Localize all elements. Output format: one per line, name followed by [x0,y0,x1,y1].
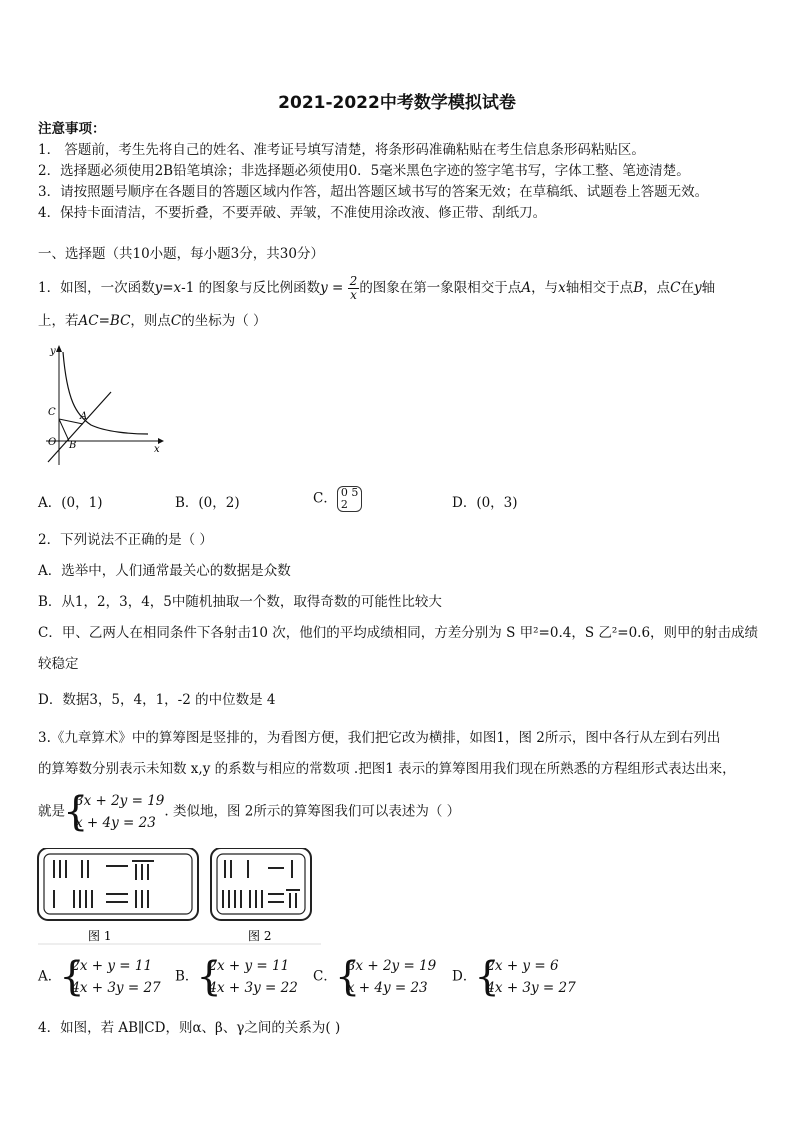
q2-option-c-continued: 较稳定 [38,656,79,672]
question-3-line-2: 的算筹数分别表示未知数 x,y 的系数与相应的常数项 .把图1 表示的算筹图用我们现在所熟悉的方程组形式表达出来， [38,761,736,777]
page-title: 2021-2022中考数学模拟试卷 [278,93,516,113]
notice-item-3: 3．请按照题号顺序在各题目的答题区域内作答，超出答题区域书写的答案无效；在草稿纸、试题卷上答题无效。 [38,184,709,200]
notice-heading: 注意事项： [38,121,106,137]
linear-function-line [48,392,111,462]
figure-2-caption: 图 2 [248,929,272,943]
question-3-line-3: 就是 { 3x + 2y = 19 x + 4y = 23 . 类似地，图 2所示的算筹图我们可以表述为（ ） [38,790,460,834]
q1-option-b[interactable]: B．(0，2) [175,495,240,511]
question-1-line-2: 上，若AC=BC，则点C的坐标为（ ） [38,313,267,329]
question-3-line-1: 3.《九章算术》中的算筹图是竖排的，为看图方便，我们把它改为横排，如图1，图 2所示，图中各行从左到右列出 [38,730,721,746]
figure-1-rods [54,860,154,908]
figure-2-rods [223,860,300,908]
q2-option-c[interactable]: C．甲、乙两人在相同条件下各射击10 次，他们的平均成绩相同，方差分别为 S 甲²=0.4，S 乙²=0.6，则甲的射击成绩 [38,625,759,641]
q1-option-d[interactable]: D．(0，3) [452,495,518,511]
q2-option-d[interactable]: D．数据3，5，4，1，-2 的中位数是 4 [38,692,276,708]
y-axis-label: y [50,346,56,357]
figure-2-frame [211,848,311,920]
point-b-label: B [69,440,77,451]
q3-option-b[interactable]: B． { 2x + y = 11 4x + 3y = 22 [175,955,298,999]
q3-option-a[interactable]: A． { 2x + y = 11 4x + 3y = 27 [38,955,161,999]
function-graph [36,340,166,470]
notice-item-4: 4．保持卡面清洁，不要折叠，不要弄破、弄皱，不准使用涂改液、修正带、刮纸刀。 [38,205,547,221]
point-c-label: C [48,407,56,418]
q1-option-a[interactable]: A．(0，1) [38,495,103,511]
question-1-line-1: 1．如图，一次函数y=x-1 的图象与反比例函数y = $\frac{2}{x}$ 的图象在第一象限相交于点A，与x轴相交于点B，点C在y轴 [38,274,716,302]
notice-item-1: 1． 答题前，考生先将自己的姓名、准考证号填写清楚，将条形码准确粘贴在考生信息条形码粘贴区。 [38,142,645,158]
point-a-label: A [80,411,88,422]
equation-system: { 3x + 2y = 19 x + 4y = 23 [65,790,164,834]
x-axis-label: x [154,444,160,455]
fraction-2-over-x: $\frac{2}{x}$ [349,274,358,302]
q2-option-b[interactable]: B．从1，2，3，4，5中随机抽取一个数，取得奇数的可能性比较大 [38,594,442,610]
origin-label: O [48,437,57,448]
q1-option-c[interactable]: C． 0 5 2 [313,486,362,512]
section-heading: 一、选择题（共10小题，每小题3分，共30分） [38,246,324,262]
question-4-stem: 4．如图，若 AB∥CD，则α、β、γ之间的关系为( ) [38,1020,341,1036]
figure-1-frame [38,848,198,920]
hyperbola-curve [63,352,148,434]
question-2-stem: 2．下列说法不正确的是（ ） [38,532,213,548]
q3-option-d[interactable]: D． { 2x + y = 6 4x + 3y = 27 [452,955,576,999]
q3-option-c[interactable]: C． { 3x + 2y = 19 x + 4y = 23 [313,955,436,999]
counting-rod-figures [36,848,326,948]
notice-item-2: 2．选择题必须使用2B铅笔填涂；非选择题必须使用0．5毫米黑色字迹的签字笔书写，字体工整、笔迹清楚。 [38,163,690,179]
q2-option-a[interactable]: A．选举中，人们通常最关心的数据是众数 [38,563,291,579]
segment-cb [59,419,69,441]
figure-1-caption: 图 1 [88,929,112,943]
